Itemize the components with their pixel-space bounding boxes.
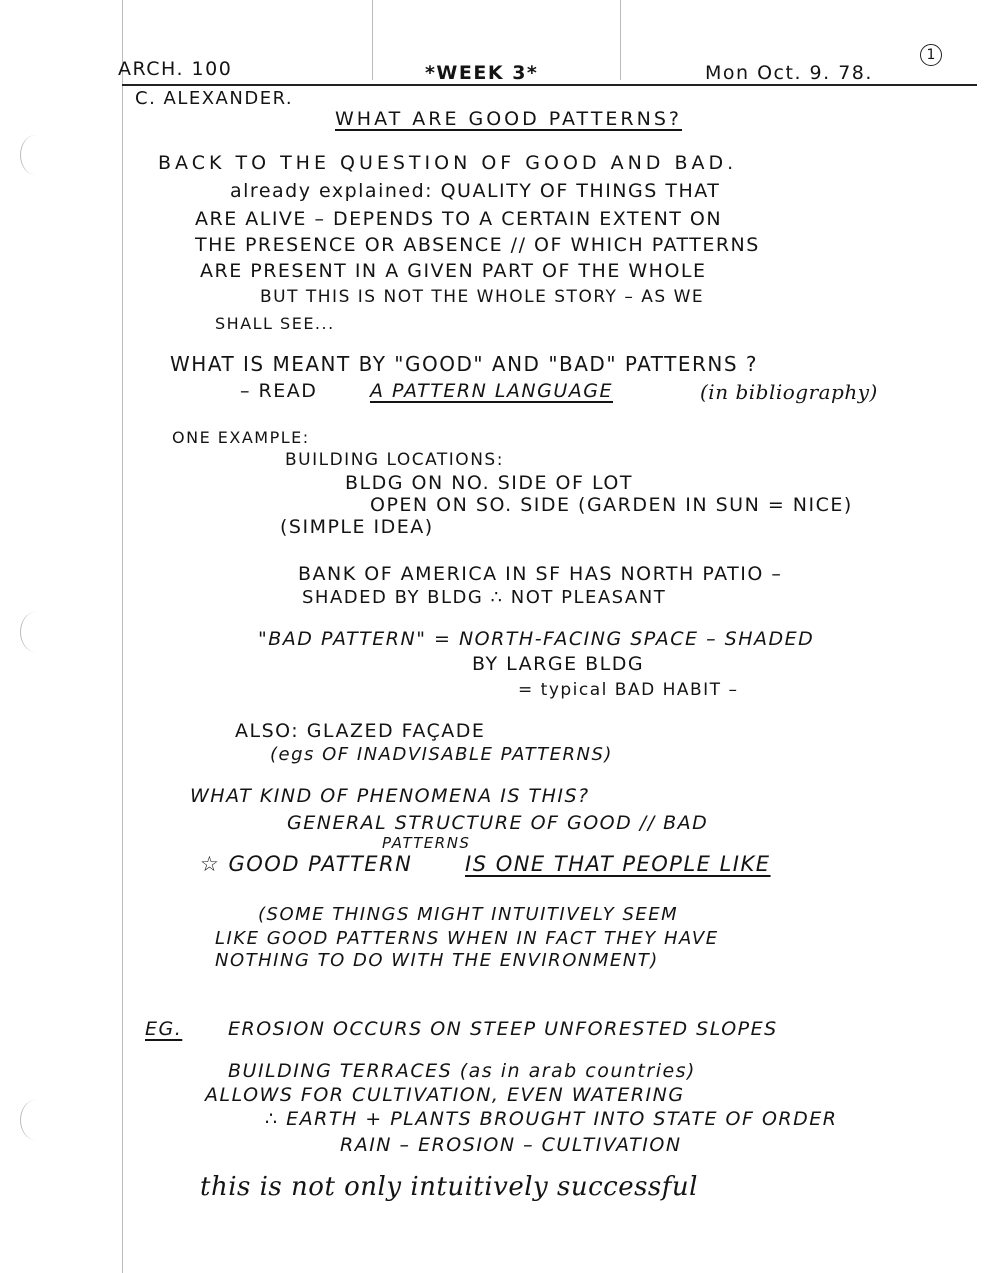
note-line: (egs OF INADVISABLE PATTERNS) bbox=[270, 744, 613, 765]
page-number: 1 bbox=[920, 44, 942, 66]
header-rule bbox=[122, 84, 977, 86]
column-divider-2 bbox=[620, 0, 621, 80]
note-line: this is not only intuitively successful bbox=[200, 1172, 698, 1202]
note-line: OPEN ON SO. SIDE (GARDEN IN SUN = NICE) bbox=[370, 494, 853, 516]
note-line: ARE ALIVE – DEPENDS TO A CERTAIN EXTENT ON bbox=[195, 208, 723, 230]
lecture-date: Mon Oct. 9. 78. bbox=[705, 62, 873, 84]
instructor-name: C. ALEXANDER. bbox=[135, 88, 294, 109]
left-margin-line bbox=[122, 0, 123, 1273]
note-line: – READ bbox=[240, 380, 318, 402]
note-line: BUILDING TERRACES (as in arab countries) bbox=[228, 1060, 696, 1082]
note-line: (SOME THINGS MIGHT INTUITIVELY SEEM bbox=[258, 904, 679, 925]
note-line: PATTERNS bbox=[382, 834, 471, 852]
week-label: *WEEK 3* bbox=[425, 62, 539, 84]
note-line: "BAD PATTERN" = NORTH-FACING SPACE – SHADED bbox=[258, 628, 815, 650]
note-line: LIKE GOOD PATTERNS WHEN IN FACT THEY HAVE bbox=[215, 928, 719, 949]
note-line: BY LARGE BLDG bbox=[472, 653, 645, 675]
note-line: NOTHING TO DO WITH THE ENVIRONMENT) bbox=[215, 950, 659, 971]
note-line: = typical BAD HABIT – bbox=[518, 680, 739, 700]
note-line: ARE PRESENT IN A GIVEN PART OF THE WHOLE bbox=[200, 260, 707, 282]
note-line: RAIN – EROSION – CULTIVATION bbox=[340, 1134, 682, 1156]
note-line: BLDG ON NO. SIDE OF LOT bbox=[345, 472, 633, 494]
note-line: BUILDING LOCATIONS: bbox=[285, 450, 504, 470]
note-line: ALSO: GLAZED FAÇADE bbox=[235, 720, 486, 742]
key-statement-lead: ☆ GOOD PATTERN bbox=[200, 852, 413, 876]
key-statement: IS ONE THAT PEOPLE LIKE bbox=[465, 852, 771, 876]
note-line: WHAT KIND OF PHENOMENA IS THIS? bbox=[190, 785, 590, 807]
punch-hole-bottom bbox=[20, 1100, 51, 1140]
example-label: EG. bbox=[145, 1018, 183, 1040]
note-line: GENERAL STRUCTURE OF GOOD // BAD bbox=[287, 812, 709, 834]
note-line: SHALL SEE... bbox=[215, 314, 335, 333]
note-line: BUT THIS IS NOT THE WHOLE STORY – AS WE bbox=[260, 287, 705, 307]
punch-hole-top bbox=[20, 135, 51, 175]
column-divider-1 bbox=[372, 0, 373, 80]
note-line: (in bibliography) bbox=[700, 380, 878, 404]
note-line: SHADED BY BLDG ∴ NOT PLEASANT bbox=[302, 587, 667, 608]
note-line: WHAT IS MEANT BY "GOOD" AND "BAD" PATTERNS ? bbox=[170, 352, 759, 376]
note-line: EROSION OCCURS ON STEEP UNFORESTED SLOPES bbox=[228, 1018, 778, 1040]
note-line: ONE EXAMPLE: bbox=[172, 428, 310, 447]
note-line: THE PRESENCE OR ABSENCE // OF WHICH PATTERNS bbox=[195, 234, 760, 256]
note-line: (SIMPLE IDEA) bbox=[280, 516, 434, 538]
punch-hole-middle bbox=[20, 612, 51, 652]
page-title: WHAT ARE GOOD PATTERNS? bbox=[335, 108, 682, 130]
note-line: BACK TO THE QUESTION OF GOOD AND BAD. bbox=[158, 152, 738, 174]
course-code: ARCH. 100 bbox=[118, 58, 233, 80]
note-line: ALLOWS FOR CULTIVATION, EVEN WATERING bbox=[205, 1084, 685, 1106]
note-line: already explained: QUALITY OF THINGS THAT bbox=[230, 180, 721, 202]
note-line: ∴ EARTH + PLANTS BROUGHT INTO STATE OF ORDER bbox=[265, 1108, 838, 1130]
book-title: A PATTERN LANGUAGE bbox=[370, 380, 613, 402]
note-line: BANK OF AMERICA IN SF HAS NORTH PATIO – bbox=[298, 563, 783, 585]
